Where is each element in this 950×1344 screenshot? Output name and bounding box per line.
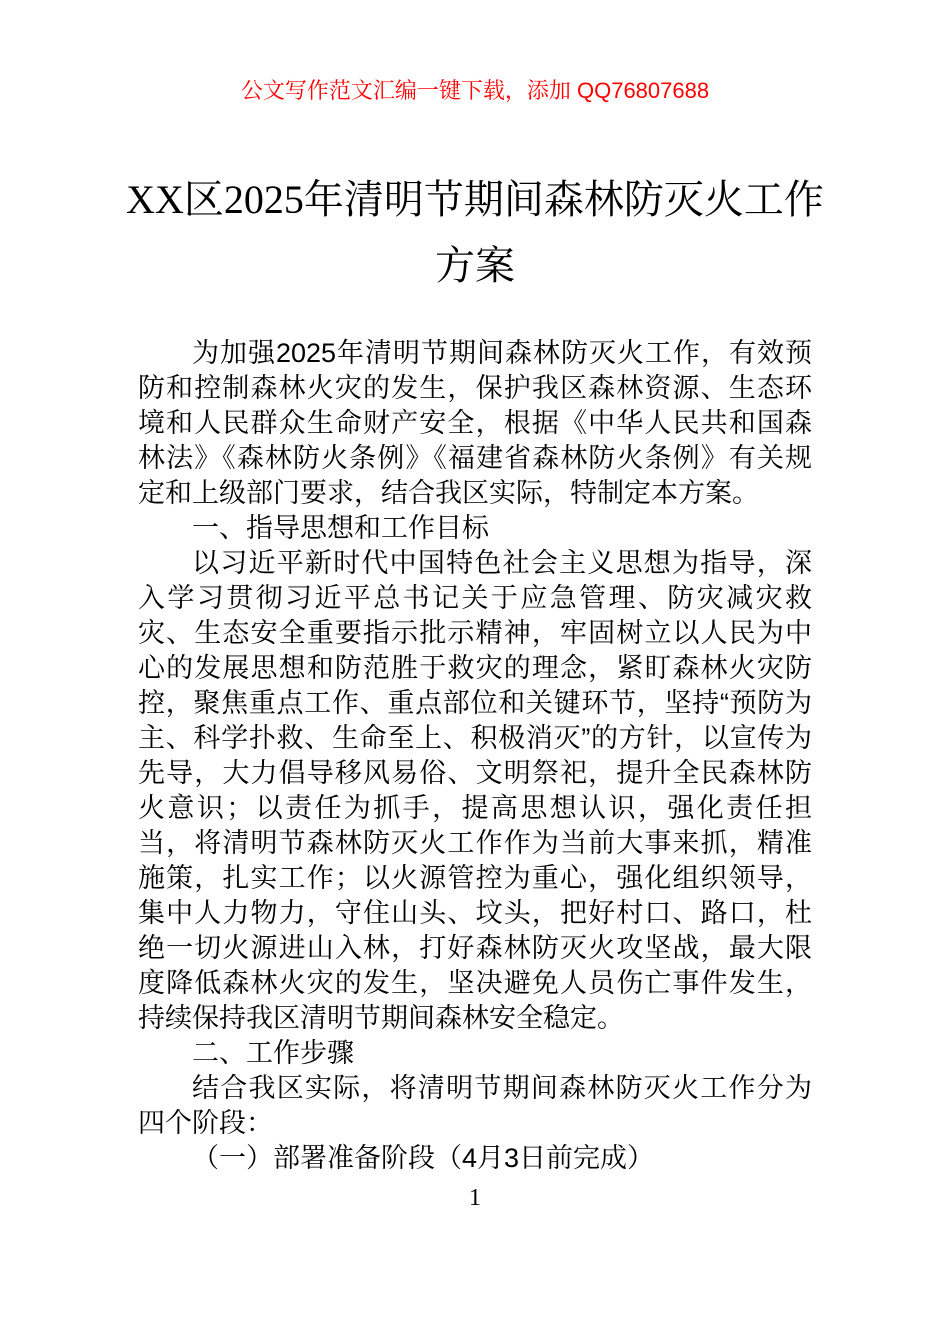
document-title-line-1: XX区2025年清明节期间森林防灭火工作 [126, 177, 824, 222]
document-title-line-2: 方案 [435, 243, 515, 288]
document-title [0, 167, 950, 299]
document-body [138, 336, 812, 1176]
page-number: 1 [469, 1185, 481, 1211]
section-heading-1: 一、指导思想和工作目标 [192, 513, 489, 543]
subsection-heading-stage-1: （一）部署准备阶段（4月3日前完成） [192, 1143, 655, 1173]
section-heading-2: 二、工作步骤 [192, 1038, 354, 1068]
body-paragraph-intro: 为加强2025年清明节期间森林防灭火工作，有效预防和控制森林火灾的发生，保护我区森林资源、生态环境和人民群众生命财产安全，根据《中华人民共和国森林法》《森林防火条例》《福建省森林防火条例》有关规定和上级部门要求，结合我区实际，特制定本方案。 [138, 338, 812, 508]
header-promo-text: 公文写作范文汇编一键下载，添加 QQ76807688 [240, 78, 710, 103]
body-paragraph-guiding-ideology: 以习近平新时代中国特色社会主义思想为指导，深入学习贯彻习近平总书记关于应急管理、防灾减灾救灾、生态安全重要指示批示精神，牢固树立以人民为中心的发展思想和防范胜于救灾的理念，紧盯森林火灾防控，聚焦重点工作、重点部位和关键环节，坚持“预防为主、科学扑救、生命至上、积极消灭”的方针，以宣传为先导，大力倡导移风易俗、文明祭祀，提升全民森林防火意识；以责任为抓手，提高思想认识，强化责任担当，将清明节森林防灭火工作作为当前大事来抓，精准施策，扎实工作；以火源管控为重心，强化组织领导，集中人力物力，守住山头、坟头，把好村口、路口，杜绝一切火源进山入林，打好森林防灭火攻坚战，最大限度降低森林火灾的发生，坚决避免人员伤亡事件发生，持续保持我区清明节期间森林安全稳定。 [138, 548, 812, 1033]
body-paragraph-work-steps: 结合我区实际，将清明节期间森林防灭火工作分为四个阶段： [138, 1073, 812, 1138]
